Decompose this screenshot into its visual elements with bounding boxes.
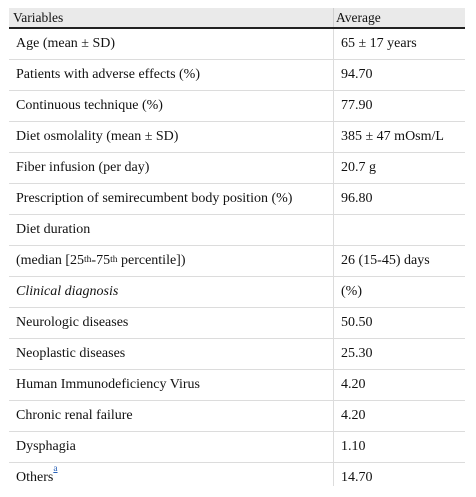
row-value: 25.30	[333, 339, 465, 369]
row-label: Neoplastic diseases	[16, 346, 126, 361]
section-label: Clinical diagnosis	[16, 284, 119, 299]
label-text: Others	[16, 470, 54, 485]
row-value: (%)	[333, 277, 465, 307]
table-row	[9, 29, 465, 60]
row-value: 77.90	[333, 91, 465, 121]
row-label: Dysphagia	[16, 439, 76, 454]
row-value: 385 ± 47 mOsm/L	[333, 122, 465, 152]
variables-table	[9, 8, 465, 486]
row-value: 26 (15-45) days	[333, 246, 465, 276]
table-row	[9, 401, 465, 432]
table-row	[9, 153, 465, 184]
table-row	[9, 308, 465, 339]
table-row	[9, 339, 465, 370]
row-label: Diet osmolality (mean ± SD)	[16, 129, 179, 144]
row-label: (median [25 $^{th}$ -75 $^{th}$ percentile])	[16, 253, 186, 268]
row-label: Prescription of semirecumbent body position (%)	[16, 191, 293, 206]
row-value: 4.20	[333, 401, 465, 431]
row-label: Diet duration	[16, 222, 91, 237]
label-part: -75	[91, 253, 111, 268]
row-value: 94.70	[333, 60, 465, 90]
row-label: Chronic renal failure	[16, 408, 133, 423]
table-row	[9, 432, 465, 463]
table-header-row	[9, 8, 465, 29]
table-row	[9, 60, 465, 91]
row-value: 4.20	[333, 370, 465, 400]
row-label: Continuous technique (%)	[16, 98, 163, 113]
row-label: Patients with adverse effects (%)	[16, 67, 201, 82]
table-row	[9, 215, 465, 246]
row-value: 65 ± 17 years	[333, 29, 465, 59]
table-row	[9, 122, 465, 153]
row-value	[333, 215, 465, 245]
label-part: (median [25	[16, 253, 85, 268]
label-part: percentile])	[117, 253, 186, 268]
table-row	[9, 277, 465, 308]
row-label: Neurologic diseases	[16, 315, 129, 330]
table-row	[9, 246, 465, 277]
header-average: Average	[333, 8, 465, 27]
table-row	[9, 184, 465, 215]
row-value: 20.7 g	[333, 153, 465, 183]
row-label: Fiber infusion (per day)	[16, 160, 150, 175]
table-row	[9, 463, 465, 486]
header-variables: Variables	[13, 9, 64, 25]
row-label: Human Immunodeficiency Virus	[16, 377, 200, 392]
table-row	[9, 370, 465, 401]
row-value: 14.70	[333, 463, 465, 486]
row-value: 96.80	[333, 184, 465, 214]
row-value: 1.10	[333, 432, 465, 462]
row-label: Age (mean ± SD)	[16, 36, 116, 51]
row-value: 50.50	[333, 308, 465, 338]
row-label	[9, 463, 333, 486]
table-row	[9, 91, 465, 122]
footnote-link[interactable]: a	[53, 464, 58, 474]
